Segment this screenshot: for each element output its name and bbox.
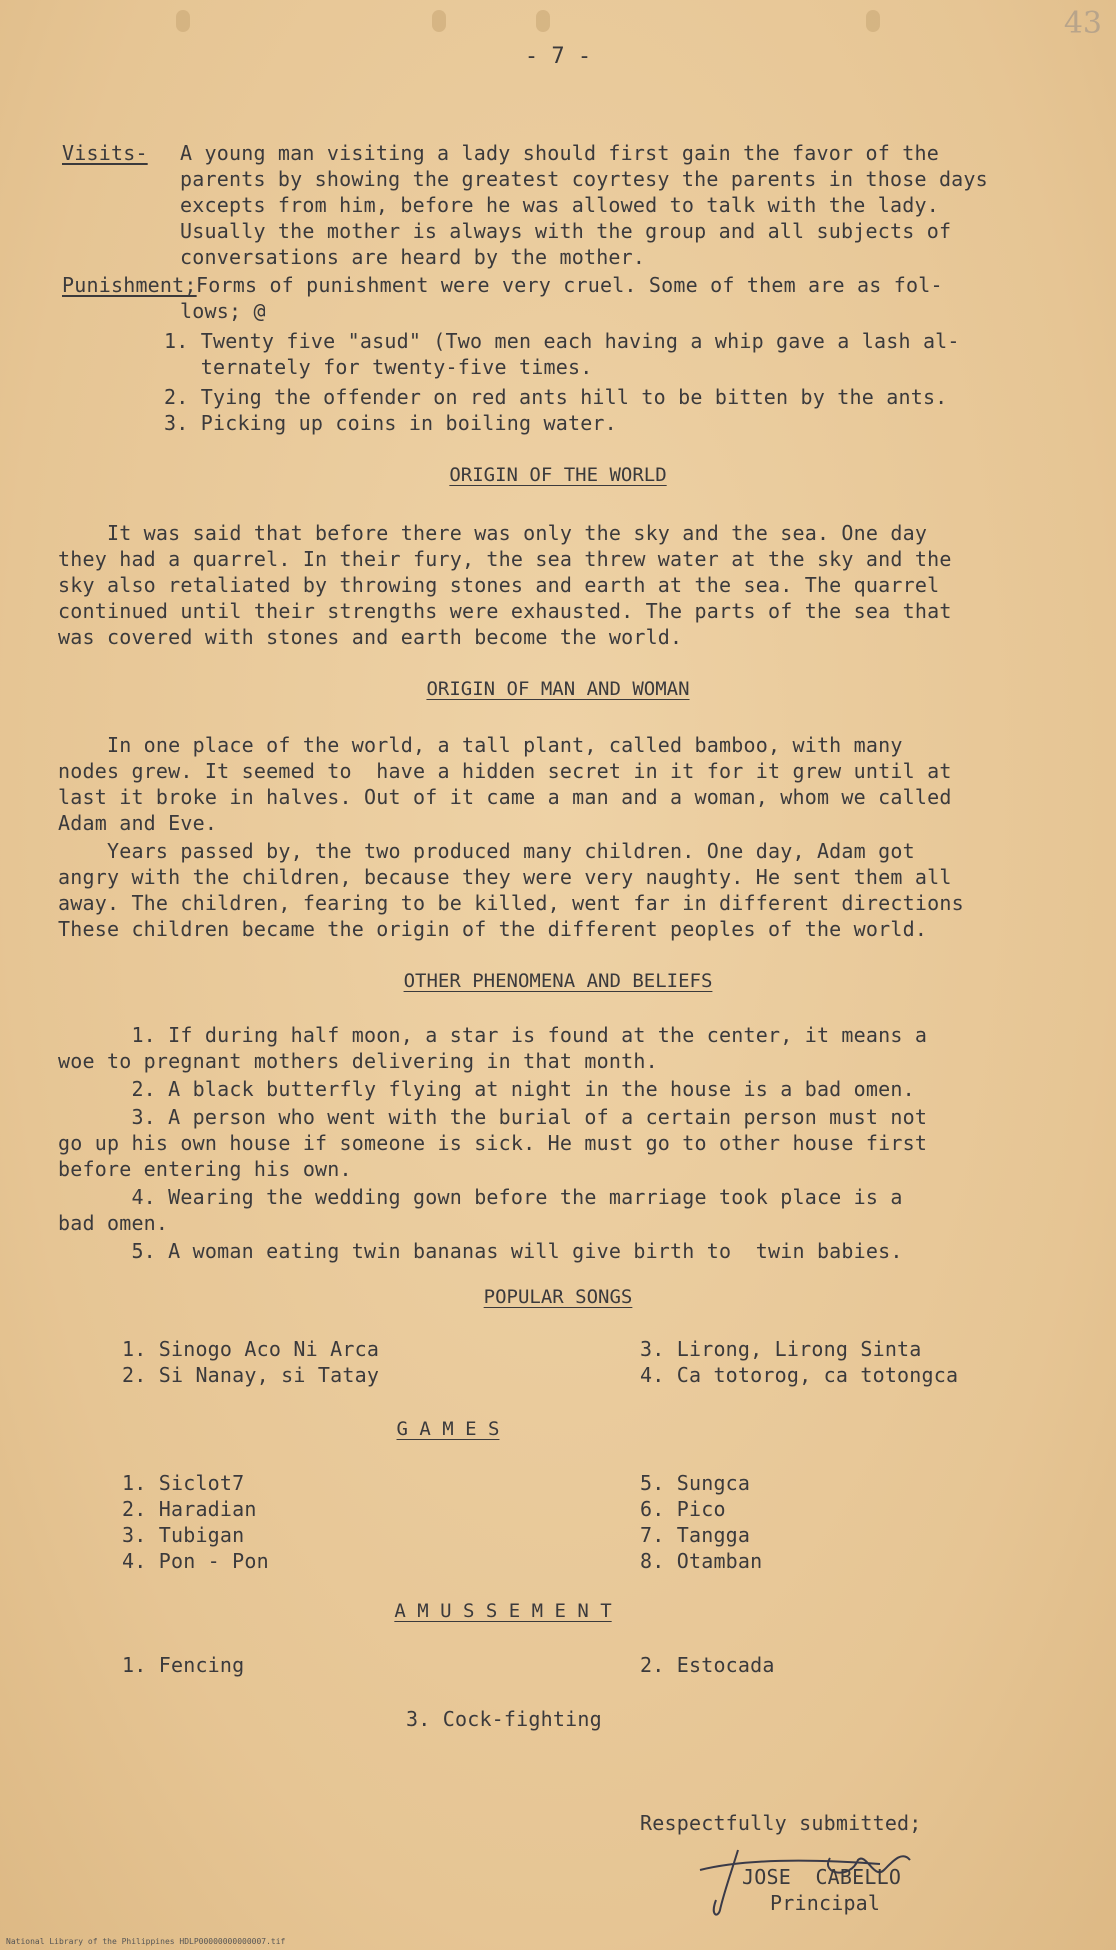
belief-line: 1. If during half moon, a star is found at the center, it means a [58, 1023, 928, 1047]
belief-line: go up his own house if someone is sick. He must go to other house first [58, 1131, 928, 1155]
punishment-item: 2. Tying the offender on red ants hill to be bitten by the ants. [164, 385, 948, 409]
paragraph-line: nodes grew. It seemed to have a hidden secret in it for it grew until at [58, 759, 952, 783]
belief-line: 4. Wearing the wedding gown before the marriage took place is a [58, 1185, 903, 1209]
game-item: 7. Tangga [640, 1523, 751, 1547]
song-item: 1. Sinogo Aco Ni Arca [122, 1337, 380, 1361]
visits-line: A young man visiting a lady should first gain the favor of the [180, 141, 939, 165]
paragraph-line: These children became the origin of the different peoples of the world. [58, 917, 928, 941]
section-heading: POPULAR SONGS [483, 1286, 633, 1308]
page-number: - 7 - [524, 44, 592, 69]
visits-label: Visits- [62, 141, 148, 165]
punch-hole [536, 10, 550, 32]
paragraph-line: angry with the children, because they were very naughty. He sent them all [58, 865, 952, 889]
punishment-line: lows; @ [180, 299, 266, 323]
punch-hole [866, 10, 880, 32]
paragraph-line: last it broke in halves. Out of it came a man and a woman, whom we called [58, 785, 952, 809]
game-item: 8. Otamban [640, 1549, 763, 1573]
belief-line: before entering his own. [58, 1157, 352, 1181]
game-item: 6. Pico [640, 1497, 726, 1521]
archive-footer: National Library of the Philippines HDLP00000000000007.tif [6, 1937, 286, 1946]
section-heading: ORIGIN OF THE WORLD [449, 464, 667, 486]
punishment-item: 1. Twenty five "asud" (Two men each having a whip gave a lash al- [164, 329, 960, 353]
paragraph-line: they had a quarrel. In their fury, the sea threw water at the sky and the [58, 547, 952, 571]
paragraph-line: sky also retaliated by throwing stones and earth at the sea. The quarrel [58, 573, 940, 597]
amusement-item: 2. Estocada [640, 1653, 775, 1677]
paragraph-line: was covered with stones and earth become the world. [58, 625, 683, 649]
principal-title: Principal [770, 1891, 881, 1915]
principal-name: JOSE CABELLO [742, 1865, 902, 1889]
belief-line: 3. A person who went with the burial of a certain person must not [58, 1105, 928, 1129]
visits-line: excepts from him, before he was allowed to talk with the lady. [180, 193, 939, 217]
punishment-label: Punishment; [62, 273, 197, 297]
section-heading: G A M E S [396, 1418, 500, 1440]
belief-line: bad omen. [58, 1211, 169, 1235]
punishment-line: Forms of punishment were very cruel. Some of them are as fol- [196, 273, 943, 297]
section-heading: A M U S S E M E N T [394, 1600, 612, 1622]
song-item: 3. Lirong, Lirong Sinta [640, 1337, 922, 1361]
visits-line: conversations are heard by the mother. [180, 245, 646, 269]
punishment-item: ternately for twenty-five times. [164, 355, 593, 379]
punishment-item: 3. Picking up coins in boiling water. [164, 411, 617, 435]
paragraph-line: Adam and Eve. [58, 811, 218, 835]
belief-line: woe to pregnant mothers delivering in that month. [58, 1049, 658, 1073]
archive-number: 43 [1063, 6, 1102, 41]
section-heading: OTHER PHENOMENA AND BELIEFS [403, 970, 713, 992]
game-item: 4. Pon - Pon [122, 1549, 269, 1573]
game-item: 2. Haradian [122, 1497, 257, 1521]
paragraph-line: continued until their strengths were exhausted. The parts of the sea that [58, 599, 952, 623]
paragraph-line: In one place of the world, a tall plant, called bamboo, with many [58, 733, 903, 757]
amusement-item: 3. Cock-fighting [406, 1707, 602, 1731]
paragraph-line: It was said that before there was only the sky and the sea. One day [58, 521, 928, 545]
paragraph-line: Years passed by, the two produced many children. One day, Adam got [58, 839, 915, 863]
amusement-item: 1. Fencing [122, 1653, 245, 1677]
punch-hole [176, 10, 190, 32]
game-item: 5. Sungca [640, 1471, 751, 1495]
game-item: 1. Siclot7 [122, 1471, 245, 1495]
song-item: 2. Si Nanay, si Tatay [122, 1363, 380, 1387]
visits-line: Usually the mother is always with the group and all subjects of [180, 219, 952, 243]
visits-line: parents by showing the greatest coyrtesy the parents in those days [180, 167, 988, 191]
section-heading: ORIGIN OF MAN AND WOMAN [426, 678, 690, 700]
paragraph-line: away. The children, fearing to be killed, went far in different directions [58, 891, 964, 915]
song-item: 4. Ca totorog, ca totongca [640, 1363, 959, 1387]
closing-text: Respectfully submitted; [640, 1811, 922, 1835]
belief-line: 5. A woman eating twin bananas will give birth to twin babies. [58, 1239, 903, 1263]
punch-hole [432, 10, 446, 32]
belief-line: 2. A black butterfly flying at night in the house is a bad omen. [58, 1077, 915, 1101]
game-item: 3. Tubigan [122, 1523, 245, 1547]
